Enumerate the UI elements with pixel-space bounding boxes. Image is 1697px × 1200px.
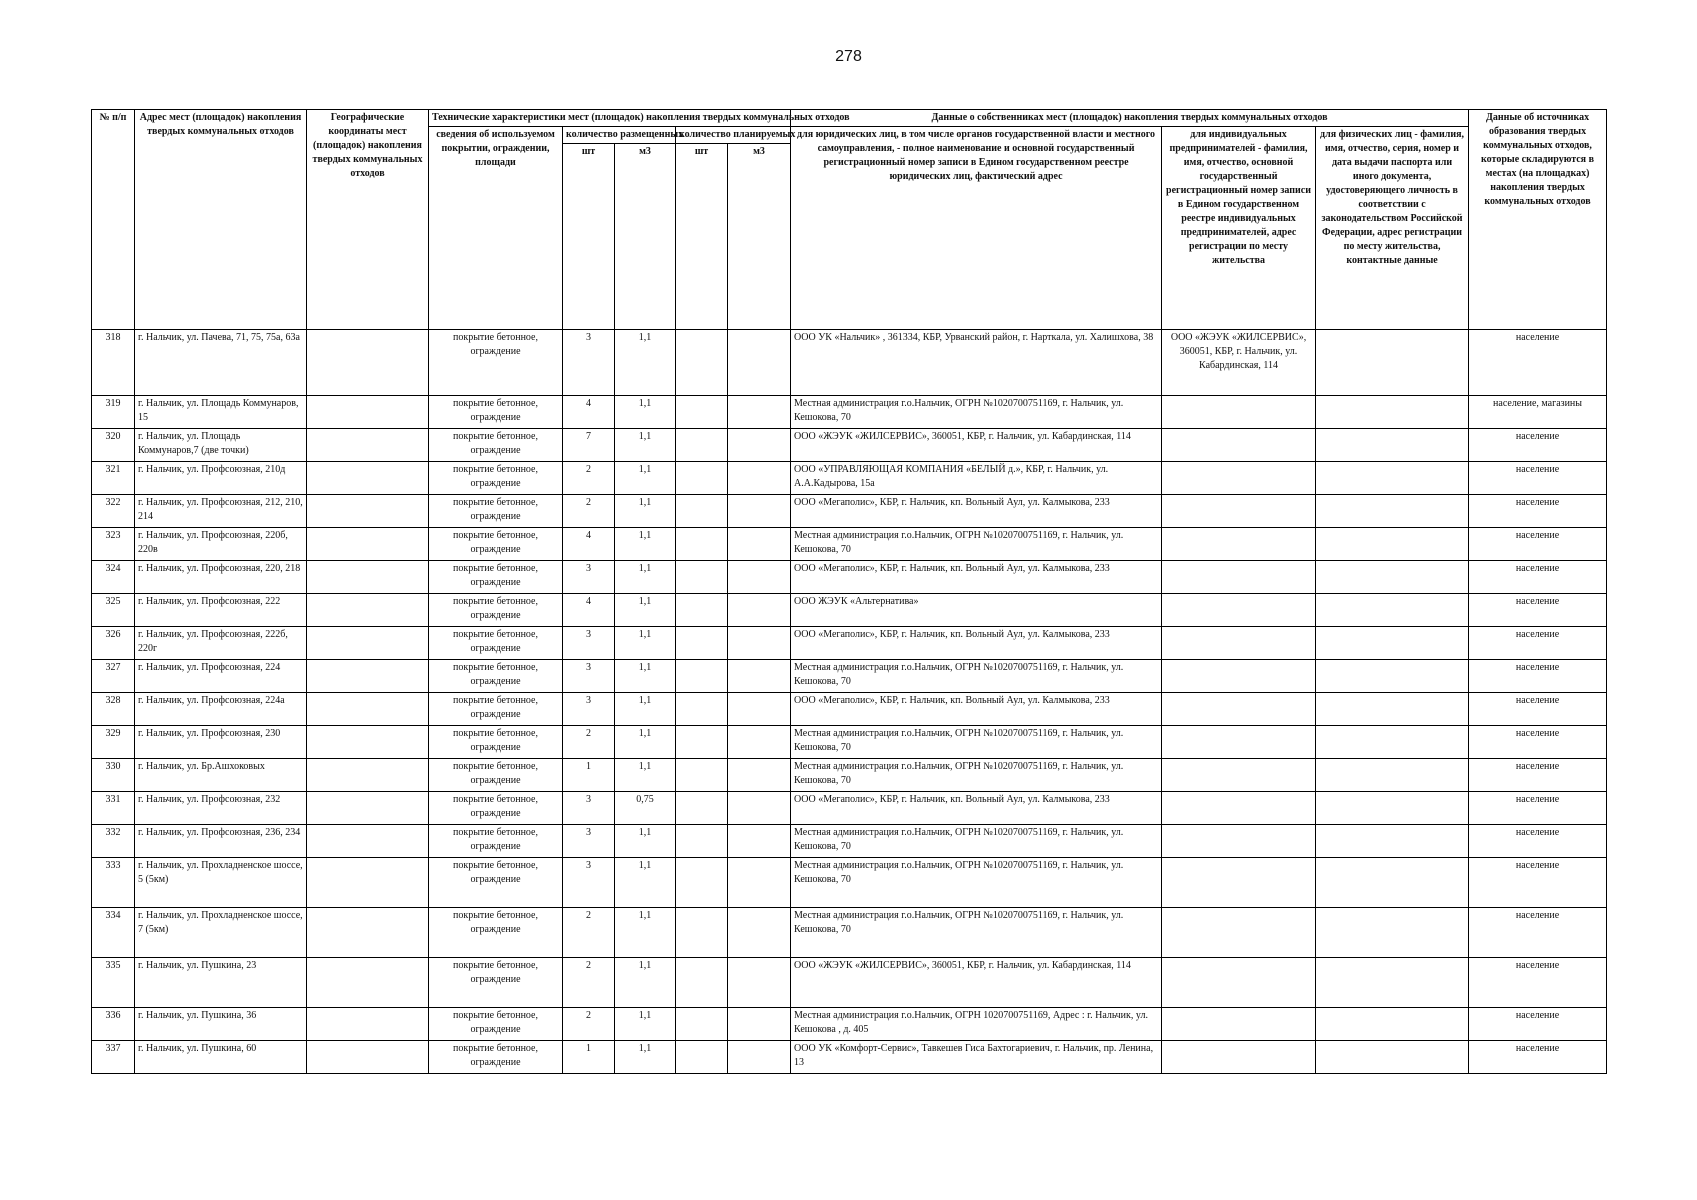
cell-individual xyxy=(1316,627,1469,660)
cell-entrepreneur xyxy=(1162,660,1316,693)
cell-geo xyxy=(307,330,429,396)
cell-cover: покрытие бетонное, ограждение xyxy=(429,958,563,1008)
table-row xyxy=(92,693,1607,726)
cell-planned-m3 xyxy=(728,858,791,908)
header-qty-placed: количество размещенных xyxy=(563,127,676,144)
cell-cover: покрытие бетонное, ограждение xyxy=(429,759,563,792)
cell-num: 325 xyxy=(92,594,135,627)
cell-num: 328 xyxy=(92,693,135,726)
cell-individual xyxy=(1316,396,1469,429)
header-unit-m3: м3 xyxy=(728,144,791,330)
cell-num: 334 xyxy=(92,908,135,958)
cell-legal: Местная администрация г.о.Нальчик, ОГРН №1020700751169, г. Нальчик, ул. Кешокова, 70 xyxy=(791,660,1162,693)
header-num: № п/п xyxy=(92,110,135,330)
cell-m3: 1,1 xyxy=(615,1041,676,1074)
cell-individual xyxy=(1316,495,1469,528)
cell-legal: ООО УК «Комфорт-Сервис», Тавкешев Гиса Бахтогариевич, г. Нальчик, пр. Ленина, 13 xyxy=(791,1041,1162,1074)
cell-address: г. Нальчик, ул. Профсоюзная, 220, 218 xyxy=(135,561,307,594)
cell-m3: 1,1 xyxy=(615,627,676,660)
cell-legal: Местная администрация г.о.Нальчик, ОГРН №1020700751169, г. Нальчик, ул. Кешокова, 70 xyxy=(791,858,1162,908)
cell-address: г. Нальчик, ул. Пушкина, 60 xyxy=(135,1041,307,1074)
cell-pcs: 3 xyxy=(563,825,615,858)
cell-m3: 1,1 xyxy=(615,908,676,958)
cell-entrepreneur xyxy=(1162,759,1316,792)
cell-address: г. Нальчик, ул. Профсоюзная, 210д xyxy=(135,462,307,495)
cell-cover: покрытие бетонное, ограждение xyxy=(429,396,563,429)
cell-cover: покрытие бетонное, ограждение xyxy=(429,528,563,561)
cell-m3: 1,1 xyxy=(615,594,676,627)
cell-geo xyxy=(307,1008,429,1041)
cell-legal: Местная администрация г.о.Нальчик, ОГРН №1020700751169, г. Нальчик, ул. Кешокова, 70 xyxy=(791,528,1162,561)
cell-pcs: 3 xyxy=(563,858,615,908)
cell-num: 322 xyxy=(92,495,135,528)
cell-address: г. Нальчик, ул. Профсоюзная, 230 xyxy=(135,726,307,759)
cell-geo xyxy=(307,792,429,825)
cell-address: г. Нальчик, ул. Профсоюзная, 236, 234 xyxy=(135,825,307,858)
cell-planned-m3 xyxy=(728,594,791,627)
cell-entrepreneur xyxy=(1162,958,1316,1008)
cell-pcs: 3 xyxy=(563,561,615,594)
cell-m3: 1,1 xyxy=(615,462,676,495)
cell-entrepreneur xyxy=(1162,495,1316,528)
cell-geo xyxy=(307,561,429,594)
cell-m3: 1,1 xyxy=(615,1008,676,1041)
cell-cover: покрытие бетонное, ограждение xyxy=(429,462,563,495)
cell-individual xyxy=(1316,858,1469,908)
cell-m3: 1,1 xyxy=(615,429,676,462)
cell-individual xyxy=(1316,693,1469,726)
cell-entrepreneur xyxy=(1162,858,1316,908)
cell-pcs: 2 xyxy=(563,495,615,528)
cell-individual xyxy=(1316,330,1469,396)
table-row xyxy=(92,908,1607,958)
cell-source: население xyxy=(1469,693,1607,726)
cell-m3: 1,1 xyxy=(615,858,676,908)
cell-planned-pcs xyxy=(676,330,728,396)
cell-legal: ООО «УПРАВЛЯЮЩАЯ КОМПАНИЯ «БЕЛЫЙ д.», КБР, г. Нальчик, ул. А.А.Кадырова, 15а xyxy=(791,462,1162,495)
cell-individual xyxy=(1316,792,1469,825)
cell-planned-m3 xyxy=(728,1008,791,1041)
cell-entrepreneur xyxy=(1162,561,1316,594)
cell-geo xyxy=(307,726,429,759)
cell-address: г. Нальчик, ул. Пушкина, 23 xyxy=(135,958,307,1008)
cell-pcs: 1 xyxy=(563,1041,615,1074)
cell-geo xyxy=(307,759,429,792)
cell-m3: 1,1 xyxy=(615,958,676,1008)
table-row xyxy=(92,495,1607,528)
cell-num: 327 xyxy=(92,660,135,693)
cell-planned-m3 xyxy=(728,396,791,429)
cell-planned-m3 xyxy=(728,958,791,1008)
cell-m3: 1,1 xyxy=(615,528,676,561)
cell-m3: 1,1 xyxy=(615,396,676,429)
cell-legal: ООО «Мегаполис», КБР, г. Нальчик, кп. Вольный Аул, ул. Калмыкова, 233 xyxy=(791,561,1162,594)
cell-geo xyxy=(307,958,429,1008)
cell-entrepreneur xyxy=(1162,1008,1316,1041)
cell-source: население xyxy=(1469,726,1607,759)
cell-address: г. Нальчик, ул. Пачева, 71, 75, 75а, 63а xyxy=(135,330,307,396)
header-unit-m3: м3 xyxy=(615,144,676,330)
cell-individual xyxy=(1316,1041,1469,1074)
cell-pcs: 4 xyxy=(563,396,615,429)
cell-planned-m3 xyxy=(728,429,791,462)
cell-legal: Местная администрация г.о.Нальчик, ОГРН 1020700751169, Адрес : г. Нальчик, ул. Кешокова , д. 405 xyxy=(791,1008,1162,1041)
cell-source: население xyxy=(1469,660,1607,693)
cell-geo xyxy=(307,858,429,908)
cell-planned-m3 xyxy=(728,726,791,759)
cell-cover: покрытие бетонное, ограждение xyxy=(429,660,563,693)
table-row xyxy=(92,396,1607,429)
cell-source: население xyxy=(1469,792,1607,825)
cell-m3: 1,1 xyxy=(615,561,676,594)
cell-planned-pcs xyxy=(676,792,728,825)
cell-entrepreneur xyxy=(1162,429,1316,462)
cell-cover: покрытие бетонное, ограждение xyxy=(429,594,563,627)
header-entrepreneurs: для индивидуальных предпринимателей - фамилия, имя, отчество, основной государственный регистрационный номер записи в Едином государственном реестре индивидуальных предпринимателей, адрес регистрации по месту жительства xyxy=(1162,127,1316,330)
cell-entrepreneur xyxy=(1162,627,1316,660)
cell-m3: 0,75 xyxy=(615,792,676,825)
cell-source: население xyxy=(1469,858,1607,908)
cell-individual xyxy=(1316,462,1469,495)
cell-num: 319 xyxy=(92,396,135,429)
cell-num: 324 xyxy=(92,561,135,594)
cell-planned-m3 xyxy=(728,330,791,396)
cell-source: население xyxy=(1469,330,1607,396)
cell-planned-pcs xyxy=(676,594,728,627)
cell-legal: ООО «Мегаполис», КБР, г. Нальчик, кп. Вольный Аул, ул. Калмыкова, 233 xyxy=(791,693,1162,726)
cell-planned-pcs xyxy=(676,726,728,759)
cell-planned-pcs xyxy=(676,561,728,594)
cell-m3: 1,1 xyxy=(615,495,676,528)
cell-m3: 1,1 xyxy=(615,330,676,396)
cell-geo xyxy=(307,825,429,858)
cell-individual xyxy=(1316,528,1469,561)
table-row xyxy=(92,825,1607,858)
cell-pcs: 2 xyxy=(563,1008,615,1041)
cell-source: население xyxy=(1469,594,1607,627)
cell-planned-m3 xyxy=(728,561,791,594)
cell-legal: ООО УК «Нальчик» , 361334, КБР, Урванский район, г. Нарткала, ул. Халишхова, 38 xyxy=(791,330,1162,396)
cell-planned-pcs xyxy=(676,660,728,693)
cell-individual xyxy=(1316,726,1469,759)
cell-legal: ООО «Мегаполис», КБР, г. Нальчик, кп. Вольный Аул, ул. Калмыкова, 233 xyxy=(791,495,1162,528)
header-address: Адрес мест (площадок) накопления твердых коммунальных отходов xyxy=(135,110,307,330)
cell-num: 330 xyxy=(92,759,135,792)
cell-cover: покрытие бетонное, ограждение xyxy=(429,825,563,858)
cell-entrepreneur xyxy=(1162,825,1316,858)
cell-address: г. Нальчик, ул. Профсоюзная, 224а xyxy=(135,693,307,726)
cell-geo xyxy=(307,1041,429,1074)
cell-pcs: 3 xyxy=(563,627,615,660)
cell-legal: ООО «ЖЭУК «ЖИЛСЕРВИС», 360051, КБР, г. Нальчик, ул. Кабардинская, 114 xyxy=(791,429,1162,462)
cell-legal: ООО «ЖЭУК «ЖИЛСЕРВИС», 360051, КБР, г. Нальчик, ул. Кабардинская, 114 xyxy=(791,958,1162,1008)
cell-planned-pcs xyxy=(676,495,728,528)
cell-geo xyxy=(307,528,429,561)
page-number: 278 xyxy=(835,48,862,65)
cell-source: население xyxy=(1469,1008,1607,1041)
cell-planned-pcs xyxy=(676,627,728,660)
cell-geo xyxy=(307,396,429,429)
cell-pcs: 3 xyxy=(563,792,615,825)
cell-individual xyxy=(1316,1008,1469,1041)
cell-geo xyxy=(307,660,429,693)
table-row xyxy=(92,429,1607,462)
cell-source: население xyxy=(1469,627,1607,660)
cell-planned-pcs xyxy=(676,396,728,429)
cell-individual xyxy=(1316,759,1469,792)
table-row xyxy=(92,858,1607,908)
cell-pcs: 2 xyxy=(563,462,615,495)
cell-num: 335 xyxy=(92,958,135,1008)
cell-source: население xyxy=(1469,462,1607,495)
cell-planned-pcs xyxy=(676,1008,728,1041)
cell-legal: Местная администрация г.о.Нальчик, ОГРН №1020700751169, г. Нальчик, ул. Кешокова, 70 xyxy=(791,726,1162,759)
cell-num: 336 xyxy=(92,1008,135,1041)
cell-num: 326 xyxy=(92,627,135,660)
table-row xyxy=(92,528,1607,561)
header-unit-pcs: шт xyxy=(676,144,728,330)
cell-entrepreneur xyxy=(1162,693,1316,726)
cell-entrepreneur xyxy=(1162,396,1316,429)
cell-source: население xyxy=(1469,429,1607,462)
cell-cover: покрытие бетонное, ограждение xyxy=(429,726,563,759)
cell-cover: покрытие бетонное, ограждение xyxy=(429,429,563,462)
cell-m3: 1,1 xyxy=(615,726,676,759)
cell-geo xyxy=(307,429,429,462)
cell-pcs: 7 xyxy=(563,429,615,462)
cell-geo xyxy=(307,627,429,660)
cell-address: г. Нальчик, ул. Прохладненское шоссе, 7 (5км) xyxy=(135,908,307,958)
cell-planned-m3 xyxy=(728,1041,791,1074)
cell-cover: покрытие бетонное, ограждение xyxy=(429,693,563,726)
cell-pcs: 3 xyxy=(563,660,615,693)
cell-individual xyxy=(1316,958,1469,1008)
cell-individual xyxy=(1316,660,1469,693)
header-tech: Технические характеристики мест (площадок) накопления твердых коммунальных отходов xyxy=(429,110,791,127)
cell-pcs: 1 xyxy=(563,759,615,792)
cell-address: г. Нальчик, ул. Профсоюзная, 212, 210, 214 xyxy=(135,495,307,528)
cell-planned-m3 xyxy=(728,495,791,528)
cell-pcs: 2 xyxy=(563,958,615,1008)
cell-address: г. Нальчик, ул. Площадь Коммунаров,7 (две точки) xyxy=(135,429,307,462)
cell-entrepreneur xyxy=(1162,594,1316,627)
cell-source: население xyxy=(1469,561,1607,594)
cell-planned-pcs xyxy=(676,429,728,462)
cell-num: 323 xyxy=(92,528,135,561)
cell-address: г. Нальчик, ул. Площадь Коммунаров, 15 xyxy=(135,396,307,429)
table-row xyxy=(92,1008,1607,1041)
cell-num: 337 xyxy=(92,1041,135,1074)
cell-pcs: 2 xyxy=(563,726,615,759)
cell-legal: Местная администрация г.о.Нальчик, ОГРН №1020700751169, г. Нальчик, ул. Кешокова, 70 xyxy=(791,825,1162,858)
table-row xyxy=(92,660,1607,693)
table-row xyxy=(92,759,1607,792)
cell-individual xyxy=(1316,429,1469,462)
cell-address: г. Нальчик, ул. Профсоюзная, 222б, 220г xyxy=(135,627,307,660)
header-unit-pcs: шт xyxy=(563,144,615,330)
cell-entrepreneur xyxy=(1162,792,1316,825)
cell-individual xyxy=(1316,825,1469,858)
cell-geo xyxy=(307,594,429,627)
cell-source: население xyxy=(1469,825,1607,858)
cell-num: 321 xyxy=(92,462,135,495)
cell-planned-m3 xyxy=(728,693,791,726)
cell-m3: 1,1 xyxy=(615,759,676,792)
cell-geo xyxy=(307,693,429,726)
cell-cover: покрытие бетонное, ограждение xyxy=(429,908,563,958)
cell-planned-pcs xyxy=(676,462,728,495)
cell-pcs: 3 xyxy=(563,693,615,726)
cell-planned-m3 xyxy=(728,759,791,792)
cell-source: население xyxy=(1469,759,1607,792)
waste-sites-table xyxy=(91,109,1607,1074)
cell-num: 332 xyxy=(92,825,135,858)
cell-pcs: 2 xyxy=(563,908,615,958)
cell-planned-m3 xyxy=(728,792,791,825)
table-row xyxy=(92,726,1607,759)
cell-num: 318 xyxy=(92,330,135,396)
cell-planned-pcs xyxy=(676,528,728,561)
cell-legal: ООО ЖЭУК «Альтернатива» xyxy=(791,594,1162,627)
cell-source: население xyxy=(1469,958,1607,1008)
cell-cover: покрытие бетонное, ограждение xyxy=(429,858,563,908)
cell-individual xyxy=(1316,594,1469,627)
header-cover: сведения об используемом покрытии, ограждении, площади xyxy=(429,127,563,330)
cell-planned-pcs xyxy=(676,825,728,858)
header-legal: для юридических лиц, в том числе органов государственной власти и местного самоуправления, - полное наименование и основной государственный регистрационный номер записи в Едином государственном реестре юридических лиц, фактический адрес xyxy=(791,127,1162,330)
cell-legal: Местная администрация г.о.Нальчик, ОГРН №1020700751169, г. Нальчик, ул. Кешокова, 70 xyxy=(791,759,1162,792)
cell-entrepreneur xyxy=(1162,1041,1316,1074)
cell-num: 320 xyxy=(92,429,135,462)
cell-planned-pcs xyxy=(676,908,728,958)
cell-cover: покрытие бетонное, ограждение xyxy=(429,561,563,594)
cell-address: г. Нальчик, ул. Бр.Ашхоковых xyxy=(135,759,307,792)
table-row xyxy=(92,958,1607,1008)
cell-num: 329 xyxy=(92,726,135,759)
cell-m3: 1,1 xyxy=(615,660,676,693)
cell-address: г. Нальчик, ул. Профсоюзная, 222 xyxy=(135,594,307,627)
cell-source: население xyxy=(1469,528,1607,561)
cell-num: 331 xyxy=(92,792,135,825)
cell-planned-m3 xyxy=(728,528,791,561)
cell-legal: ООО «Мегаполис», КБР, г. Нальчик, кп. Вольный Аул, ул. Калмыкова, 233 xyxy=(791,627,1162,660)
cell-planned-pcs xyxy=(676,693,728,726)
header-individuals: для физических лиц - фамилия, имя, отчество, серия, номер и дата выдачи паспорта или иного документа, удостоверяющего личность в соответствии с законодательством Российской Федерации, адрес регистрации по месту жительства, контактные данные xyxy=(1316,127,1469,330)
table-body xyxy=(92,330,1607,1074)
cell-planned-pcs xyxy=(676,759,728,792)
cell-entrepreneur xyxy=(1162,528,1316,561)
header-owners: Данные о собственниках мест (площадок) накопления твердых коммунальных отходов xyxy=(791,110,1469,127)
cell-cover: покрытие бетонное, ограждение xyxy=(429,792,563,825)
cell-planned-m3 xyxy=(728,627,791,660)
header-qty-planned: количество планируемых xyxy=(676,127,791,144)
cell-source: население, магазины xyxy=(1469,396,1607,429)
cell-source: население xyxy=(1469,908,1607,958)
cell-address: г. Нальчик, ул. Профсоюзная, 232 xyxy=(135,792,307,825)
cell-planned-pcs xyxy=(676,858,728,908)
cell-geo xyxy=(307,495,429,528)
cell-source: население xyxy=(1469,495,1607,528)
table-row xyxy=(92,627,1607,660)
table-row xyxy=(92,594,1607,627)
cell-pcs: 4 xyxy=(563,594,615,627)
cell-planned-m3 xyxy=(728,825,791,858)
cell-cover: покрытие бетонное, ограждение xyxy=(429,495,563,528)
cell-geo xyxy=(307,908,429,958)
cell-individual xyxy=(1316,561,1469,594)
cell-pcs: 3 xyxy=(563,330,615,396)
table-row xyxy=(92,330,1607,396)
cell-entrepreneur xyxy=(1162,726,1316,759)
cell-m3: 1,1 xyxy=(615,825,676,858)
cell-individual xyxy=(1316,908,1469,958)
cell-entrepreneur xyxy=(1162,908,1316,958)
table-row xyxy=(92,561,1607,594)
cell-num: 333 xyxy=(92,858,135,908)
cell-legal: Местная администрация г.о.Нальчик, ОГРН №1020700751169, г. Нальчик, ул. Кешокова, 70 xyxy=(791,396,1162,429)
cell-address: г. Нальчик, ул. Профсоюзная, 224 xyxy=(135,660,307,693)
cell-address: г. Нальчик, ул. Прохладненское шоссе, 5 (5км) xyxy=(135,858,307,908)
cell-cover: покрытие бетонное, ограждение xyxy=(429,1041,563,1074)
cell-cover: покрытие бетонное, ограждение xyxy=(429,627,563,660)
header-sources: Данные об источниках образования твердых коммунальных отходов, которые складируются в местах (на площадках) накопления твердых коммунальных отходов xyxy=(1469,110,1607,330)
cell-entrepreneur: ООО «ЖЭУК «ЖИЛСЕРВИС», 360051, КБР, г. Нальчик, ул. Кабардинская, 114 xyxy=(1162,330,1316,396)
cell-planned-m3 xyxy=(728,908,791,958)
cell-geo xyxy=(307,462,429,495)
table-row xyxy=(92,792,1607,825)
cell-entrepreneur xyxy=(1162,462,1316,495)
cell-legal: Местная администрация г.о.Нальчик, ОГРН №1020700751169, г. Нальчик, ул. Кешокова, 70 xyxy=(791,908,1162,958)
header-geo: Географические координаты мест (площадок) накопления твердых коммунальных отходов xyxy=(307,110,429,330)
cell-m3: 1,1 xyxy=(615,693,676,726)
table-row xyxy=(92,1041,1607,1074)
cell-planned-pcs xyxy=(676,1041,728,1074)
table-row xyxy=(92,462,1607,495)
cell-pcs: 4 xyxy=(563,528,615,561)
cell-legal: ООО «Мегаполис», КБР, г. Нальчик, кп. Вольный Аул, ул. Калмыкова, 233 xyxy=(791,792,1162,825)
cell-planned-pcs xyxy=(676,958,728,1008)
cell-address: г. Нальчик, ул. Пушкина, 36 xyxy=(135,1008,307,1041)
cell-planned-m3 xyxy=(728,660,791,693)
cell-cover: покрытие бетонное, ограждение xyxy=(429,330,563,396)
cell-source: население xyxy=(1469,1041,1607,1074)
cell-address: г. Нальчик, ул. Профсоюзная, 220б, 220в xyxy=(135,528,307,561)
cell-cover: покрытие бетонное, ограждение xyxy=(429,1008,563,1041)
cell-planned-m3 xyxy=(728,462,791,495)
